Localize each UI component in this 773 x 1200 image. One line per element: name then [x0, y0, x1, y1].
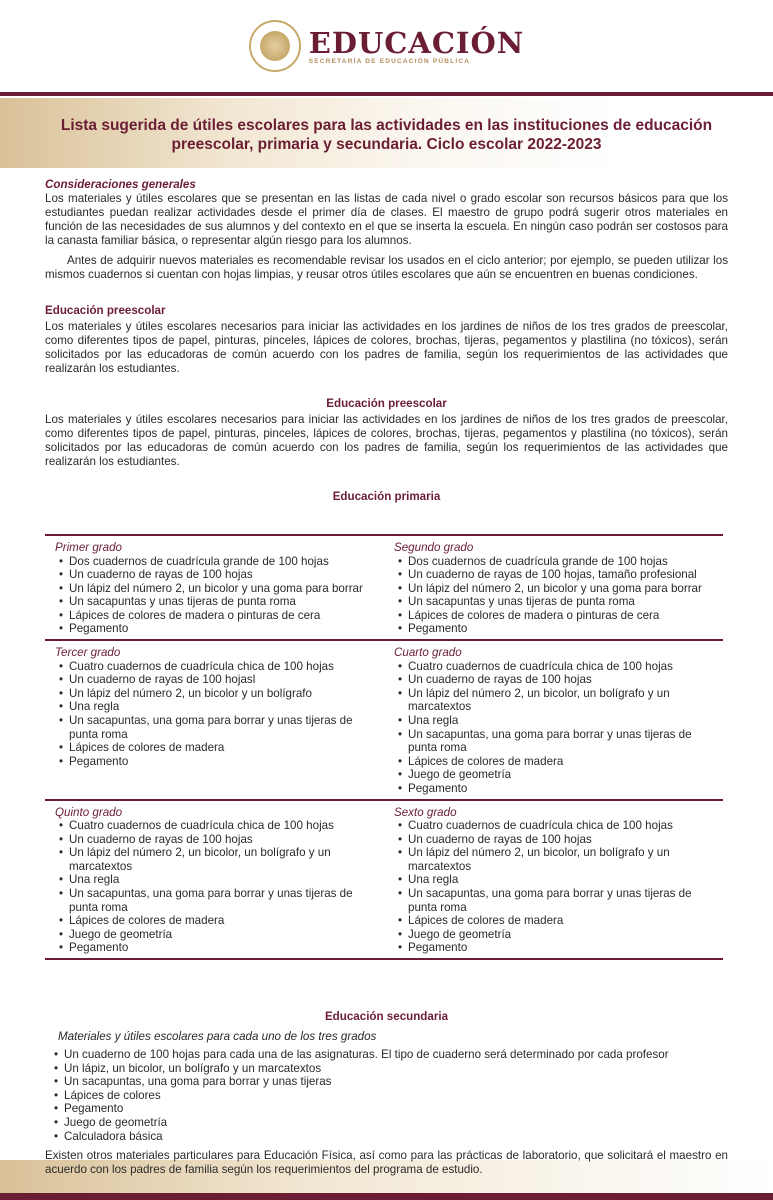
grade-item: • Una regla	[408, 714, 723, 728]
grade-item: • Un cuaderno de rayas de 100 hojasl	[69, 673, 384, 687]
secundaria-note: Existen otros materiales particulares para Educación Física, así como para las prácticas de laboratorio, que solicitará el maestro en acuerdo con los padres de familia según los requerimientos del programa de estudio.	[45, 1149, 728, 1177]
grade-row	[45, 639, 723, 798]
grade-items	[55, 819, 384, 955]
top-divider	[0, 92, 773, 96]
primaria-heading: Educación primaria	[332, 490, 441, 503]
grade-item: • Un cuaderno de rayas de 100 hojas	[408, 833, 723, 847]
title-banner	[0, 98, 773, 168]
grade-items	[55, 555, 384, 637]
grade-item: • Un sacapuntas, una goma para borrar y unas tijeras de punta roma	[69, 714, 384, 741]
grade-item: • Pegamento	[408, 941, 723, 955]
grade-title: Sexto grado	[394, 805, 457, 819]
secundaria-item: • Un cuaderno de 100 hojas para cada una de las asignaturas. El tipo de cuaderno será determinado por cada profesor	[64, 1048, 728, 1062]
secundaria-item: • Un lápiz, un bicolor, un bolígrafo y un marcatextos	[64, 1062, 728, 1076]
grade-item: • Lápices de colores de madera o pinturas de cera	[408, 609, 723, 623]
grade-cell	[384, 801, 723, 958]
grade-item: • Un lápiz del número 2, un bicolor y una goma para borrar	[69, 582, 384, 596]
grade-item: • Cuatro cuadernos de cuadrícula chica de 100 hojas	[69, 660, 384, 674]
grade-cell	[384, 641, 723, 798]
grade-item: • Un lápiz del número 2, un bicolor, un bolígrafo y un marcatextos	[408, 846, 723, 873]
grade-item: • Cuatro cuadernos de cuadrícula chica de 100 hojas	[408, 660, 723, 674]
grade-cell	[384, 536, 723, 639]
secundaria-list	[45, 1048, 728, 1143]
grade-item: • Una regla	[69, 700, 384, 714]
grade-item: • Juego de geometría	[408, 768, 723, 782]
grade-item: • Dos cuadernos de cuadrícula grande de 100 hojas	[69, 555, 384, 569]
grade-item: • Un lápiz del número 2, un bicolor, un bolígrafo y un marcatextos	[408, 687, 723, 714]
secundaria-item: • Juego de geometría	[64, 1116, 728, 1130]
grade-items	[394, 819, 723, 955]
grade-title: Segundo grado	[394, 541, 474, 554]
grade-item: • Pegamento	[69, 941, 384, 955]
grade-item: • Juego de geometría	[69, 928, 384, 942]
grade-item: • Un sacapuntas, una goma para borrar y unas tijeras de punta roma	[69, 887, 384, 914]
grade-cell	[45, 801, 384, 958]
grade-item: • Lápices de colores de madera o pinturas de cera	[69, 609, 384, 623]
secundaria-item: • Lápices de colores	[64, 1089, 728, 1103]
grade-item: • Dos cuadernos de cuadrícula grande de 100 hojas	[408, 555, 723, 569]
grade-row	[45, 799, 723, 958]
grade-item: • Cuatro cuadernos de cuadrícula chica de 100 hojas	[408, 819, 723, 833]
grade-item: • Lápices de colores de madera	[408, 914, 723, 928]
grade-items	[394, 555, 723, 637]
grade-item: • Lápices de colores de madera	[69, 741, 384, 755]
secundaria-subheading: Materiales y útiles escolares para cada uno de los tres grados	[58, 1030, 377, 1043]
primaria-grades-table	[45, 534, 723, 960]
consideraciones-heading: Consideraciones generales	[45, 178, 196, 191]
grade-item: • Un sacapuntas y unas tijeras de punta roma	[69, 595, 384, 609]
grade-item: • Un lápiz del número 2, un bicolor, un bolígrafo y un marcatextos	[69, 846, 384, 873]
grade-item: • Pegamento	[69, 622, 384, 636]
grade-item: • Un sacapuntas y unas tijeras de punta roma	[408, 595, 723, 609]
preescolar-text-1: Los materiales y útiles escolares necesarios para iniciar las actividades en los jardines de niños de los tres grados de preescolar, como diferentes tipos de papel, pinturas, pinceles, lápices de colores, brochas, tijeras, pegamentos y plastilina (no tóxicos), serán solicitados por las educadoras de común acuerdo con los padres de familia, según los requerimientos de las actividades que realizarán los estudiantes.	[45, 320, 728, 375]
secundaria-section	[45, 1010, 728, 1177]
grade-item: • Un cuaderno de rayas de 100 hojas	[69, 568, 384, 582]
grade-items	[394, 660, 723, 796]
grade-item: • Lápices de colores de madera	[408, 755, 723, 769]
preescolar-heading-1: Educación preescolar	[45, 304, 166, 317]
grade-item: • Un lápiz del número 2, un bicolor y un bolígrafo	[69, 687, 384, 701]
grade-item: • Cuatro cuadernos de cuadrícula chica de 100 hojas	[69, 819, 384, 833]
sep-logo	[249, 20, 525, 72]
grade-item: • Un sacapuntas, una goma para borrar y unas tijeras de punta roma	[408, 728, 723, 755]
bottom-divider	[0, 1193, 773, 1200]
grade-item: • Un cuaderno de rayas de 100 hojas	[408, 673, 723, 687]
grade-cell	[45, 536, 384, 639]
grade-item: • Pegamento	[408, 622, 723, 636]
grade-item: • Un cuaderno de rayas de 100 hojas	[69, 833, 384, 847]
grade-item: • Juego de geometría	[408, 928, 723, 942]
consideraciones-p1: Los materiales y útiles escolares que se presentan en las listas de cada nivel o grado escolar son recursos básicos para que los estudiantes puedan realizar actividades desde el primer día de clases. El maestro de grupo podrá sugerir otros materiales en función de las necesidades de sus alumnos y del contexto en el que se inserta la escuela. En ningún caso podrán ser costosos para la canasta familiar básica, o representar algún riesgo para los alumnos.	[45, 192, 728, 247]
page-title: Lista sugerida de útiles escolares para las actividades en las instituciones de educación preescolar, primaria y secundaria. Ciclo escolar 2022-2023	[60, 117, 713, 153]
grade-items	[55, 660, 384, 769]
main-content	[45, 178, 728, 504]
grade-cell	[45, 641, 384, 798]
grade-item: • Un sacapuntas, una goma para borrar y unas tijeras de punta roma	[408, 887, 723, 914]
grade-item: • Pegamento	[408, 782, 723, 796]
logo-subtitle: SECRETARÍA DE EDUCACIÓN PÚBLICA	[308, 57, 471, 65]
preescolar-text-2: Los materiales y útiles escolares necesarios para iniciar las actividades en los jardines de niños de los tres grados de preescolar, como diferentes tipos de papel, pinturas, pinceles, lápices de colores, brochas, tijeras, pegamentos y plastilina (no tóxicos), serán solicitados por las educadoras de común acuerdo con los padres de familia, según los requerimientos de las actividades que realizarán los estudiantes.	[45, 413, 728, 468]
preescolar-heading-2: Educación preescolar	[326, 397, 447, 410]
grade-title: Quinto grado	[55, 805, 123, 819]
coat-of-arms-icon	[249, 20, 301, 72]
grade-title: Primer grado	[55, 541, 123, 554]
grade-item: • Pegamento	[69, 755, 384, 769]
secundaria-item: • Un sacapuntas, una goma para borrar y unas tijeras	[64, 1075, 728, 1089]
grade-title: Tercer grado	[55, 646, 121, 660]
grade-item: • Un lápiz del número 2, un bicolor y una goma para borrar	[408, 582, 723, 596]
grade-item: • Una regla	[408, 873, 723, 887]
grade-row	[45, 536, 723, 639]
consideraciones-p2: Antes de adquirir nuevos materiales es recomendable revisar los usados en el ciclo anterior; por ejemplo, se pueden utilizar los mismos cuadernos si cuentan con hojas limpias, y reusar otros útiles escolares que aún se encuentren en buenas condiciones.	[45, 254, 728, 281]
grade-item: • Una regla	[69, 873, 384, 887]
secundaria-heading: Educación secundaria	[324, 1010, 449, 1023]
grade-title: Cuarto grado	[394, 646, 462, 660]
header	[0, 0, 773, 92]
grade-item: • Lápices de colores de madera	[69, 914, 384, 928]
secundaria-item: • Pegamento	[64, 1102, 728, 1116]
grade-item: • Un cuaderno de rayas de 100 hojas, tamaño profesional	[408, 568, 723, 582]
secundaria-item: • Calculadora básica	[64, 1130, 728, 1144]
logo-title: EDUCACIÓN	[308, 25, 525, 60]
